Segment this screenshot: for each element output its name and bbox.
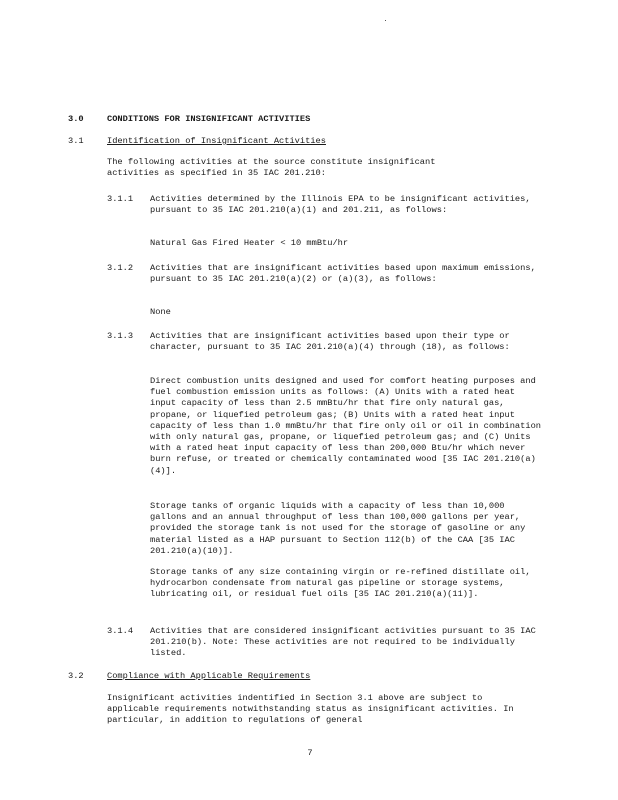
section-title: CONDITIONS FOR INSIGNIFICANT ACTIVITIES [107,114,311,124]
item-number: 3.1.4 [107,626,134,636]
item-list-entry: None [150,307,171,317]
item-paragraph: Direct combustion units designed and used for comfort heating purposes and fuel combustion emission units as follows: (A) Units with a rated heat input capacity of less than 2.5 mmBtu/hr that fire only natural gas, propane, or liquefied petroleum gas; (B) Units with a rated heat input capacity of less than 1.0 mmBtu/hr that fire only oil or oil in combination with only natural gas, propane, or liquefied petroleum gas; and (C) Units with a rated heat input capacity of less than 200,000 Btu/hr which never burn refuse, or treated or chemically contaminated wood [35 IAC 201.210(a)(4)]. [150,376,542,476]
subsection-intro: The following activities at the source constitute insignificant activities as specified in 35 IAC 201.210: [107,157,436,179]
item-number: 3.1.1 [107,194,134,204]
subsection-title: Compliance with Applicable Requirements [107,671,311,681]
subsection-number: 3.2 [68,671,84,681]
item-number: 3.1.2 [107,263,134,273]
item-text: Activities that are considered insignificant activities pursuant to 35 IAC 201.210(b). Note: These activities are not required to be individually listed. [150,626,536,659]
item-number: 3.1.3 [107,331,134,341]
item-paragraph: Storage tanks of organic liquids with a capacity of less than 10,000 gallons and an annual throughput of less than 100,000 gallons per year, provided the storage tank is not used for the storage of gasoline or any material listed as a HAP pursuant to Section 112(b) of the CAA [35 IAC 201.210(a)(10)]. [150,501,526,556]
subsection-title: Identification of Insignificant Activities [107,136,326,146]
subsection-body: Insignificant activities indentified in Section 3.1 above are subject to applicable requirements notwithstanding status as insignificant activities. In particular, in addition to regulations of general [107,693,514,726]
item-text: Activities that are insignificant activities based upon their type or character, pursuant to 35 IAC 201.210(a)(4) through (18), as follows: [150,331,510,353]
subsection-number: 3.1 [68,136,84,146]
item-list-entry: Natural Gas Fired Heater < 10 mmBtu/hr [150,238,349,248]
item-text: Activities that are insignificant activities based upon maximum emissions, pursuant to 35 IAC 201.210(a)(2) or (a)(3), as follows: [150,263,536,285]
page-number: 7 [307,748,313,758]
section-number: 3.0 [68,114,84,124]
item-paragraph: Storage tanks of any size containing virgin or re-refined distillate oil, hydrocarbon condensate from natural gas pipeline or storage systems, lubricating oil, or residual fuel oils [35 IAC 201.210(a)(11)]. [150,567,531,600]
item-text: Activities determined by the Illinois EPA to be insignificant activities, pursuant to 35 IAC 201.210(a)(1) and 201.211, as follows: [150,194,531,216]
scan-speck [385,20,386,21]
